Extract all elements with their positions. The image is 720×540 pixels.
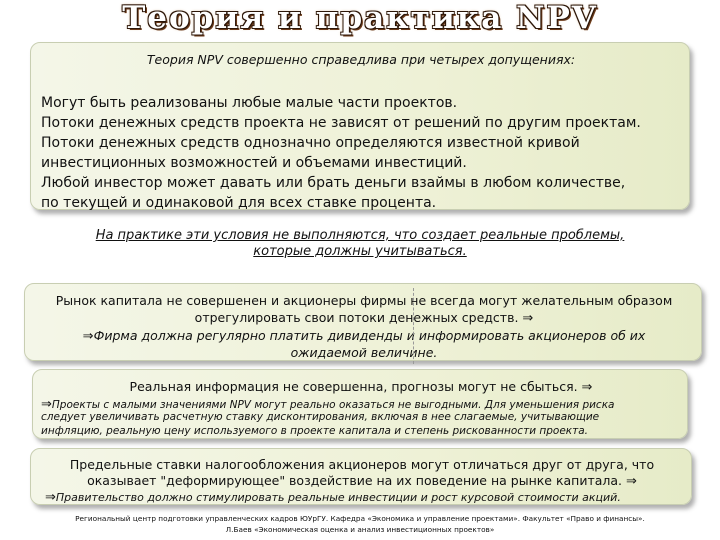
practice-note-line: которые должны учитываться. — [253, 244, 467, 259]
right-arrow-icon: ⇒ — [581, 380, 593, 395]
information-line: следует увеличивать расчетную ставку дисконтирования, включая в нее слагаемые, учитывающие — [41, 411, 600, 423]
divider-line — [413, 288, 414, 364]
capital-market-panel — [24, 283, 702, 361]
practice-note — [30, 228, 690, 260]
footer-line: Региональный центр подготовки управленческих кадров ЮУрГУ. Кафедра «Экономика и управление проектами». Факультет «Право и финансы». — [75, 514, 645, 523]
right-arrow-icon: ⇒ — [45, 490, 56, 505]
right-arrow-icon: ⇒ — [626, 474, 637, 489]
assumption-line: по текущей и одинаковой для всех ставке процента. — [41, 195, 437, 211]
practice-note-line: На практике эти условия не выполняются, что создает реальные проблемы, — [95, 228, 625, 243]
tax-panel — [30, 448, 692, 505]
capital-market-line: ожидаемой величине. — [290, 345, 438, 360]
information-line: Реальная информация не совершенна, прогнозы могут не сбыться. ⇒ — [129, 379, 593, 395]
capital-market-line: Рынок капитала не совершенен и акционеры фирмы не всегда могут желательным образом — [55, 293, 673, 308]
assumptions-list — [41, 93, 681, 213]
right-arrow-icon: ⇒ — [82, 329, 94, 344]
assumption-line: Любой инвестор может давать или брать деньги взаймы в любом количестве, — [41, 175, 626, 191]
right-arrow-icon: ⇒ — [522, 311, 534, 326]
assumption-line: инвестиционных возможностей и объемами инвестиций. — [41, 155, 467, 171]
assumption-line: Потоки денежных средств проекта не зависят от решений по другим проектам. — [41, 115, 641, 131]
tax-line: оказывает "деформирующее" воздействие на их поведение на рынке капитала. ⇒ — [87, 473, 637, 489]
tax-line: Предельные ставки налогообложения акционеров могут отличаться друг от друга, что — [69, 457, 655, 472]
assumption-line: Могут быть реализованы любые малые части проектов. — [41, 95, 458, 111]
information-panel — [32, 369, 688, 439]
capital-market-line: отрегулировать свои потоки денежных средств. ⇒ — [194, 310, 534, 326]
information-line: инфляцию, реальную цену используемого в проекте капитала и степень рискованности проекта. — [41, 425, 589, 437]
assumptions-heading: Теория NPV совершенно справедлива при четырех допущениях: — [146, 52, 576, 67]
slide-title: Теория и практика NPV — [122, 0, 598, 36]
right-arrow-icon: ⇒ — [41, 397, 52, 412]
footer-line: Л.Баев «Экономическая оценка и анализ инвестиционных проектов» — [225, 525, 495, 534]
capital-market-line: ⇒Фирма должна регулярно платить дивиденды и информировать акционеров об их — [82, 328, 646, 344]
assumptions-panel — [30, 42, 690, 210]
assumption-line: Потоки денежных средств однозначно определяются известной кривой — [41, 135, 580, 151]
information-line: ⇒Проекты с малыми значениями NPV могут реально оказаться не выгодными. Для уменьшения риска — [41, 397, 615, 412]
tax-line: ⇒Правительство должно стимулировать реальные инвестиции и рост курсовой стоимости акций. — [45, 490, 621, 505]
footer — [0, 513, 720, 535]
